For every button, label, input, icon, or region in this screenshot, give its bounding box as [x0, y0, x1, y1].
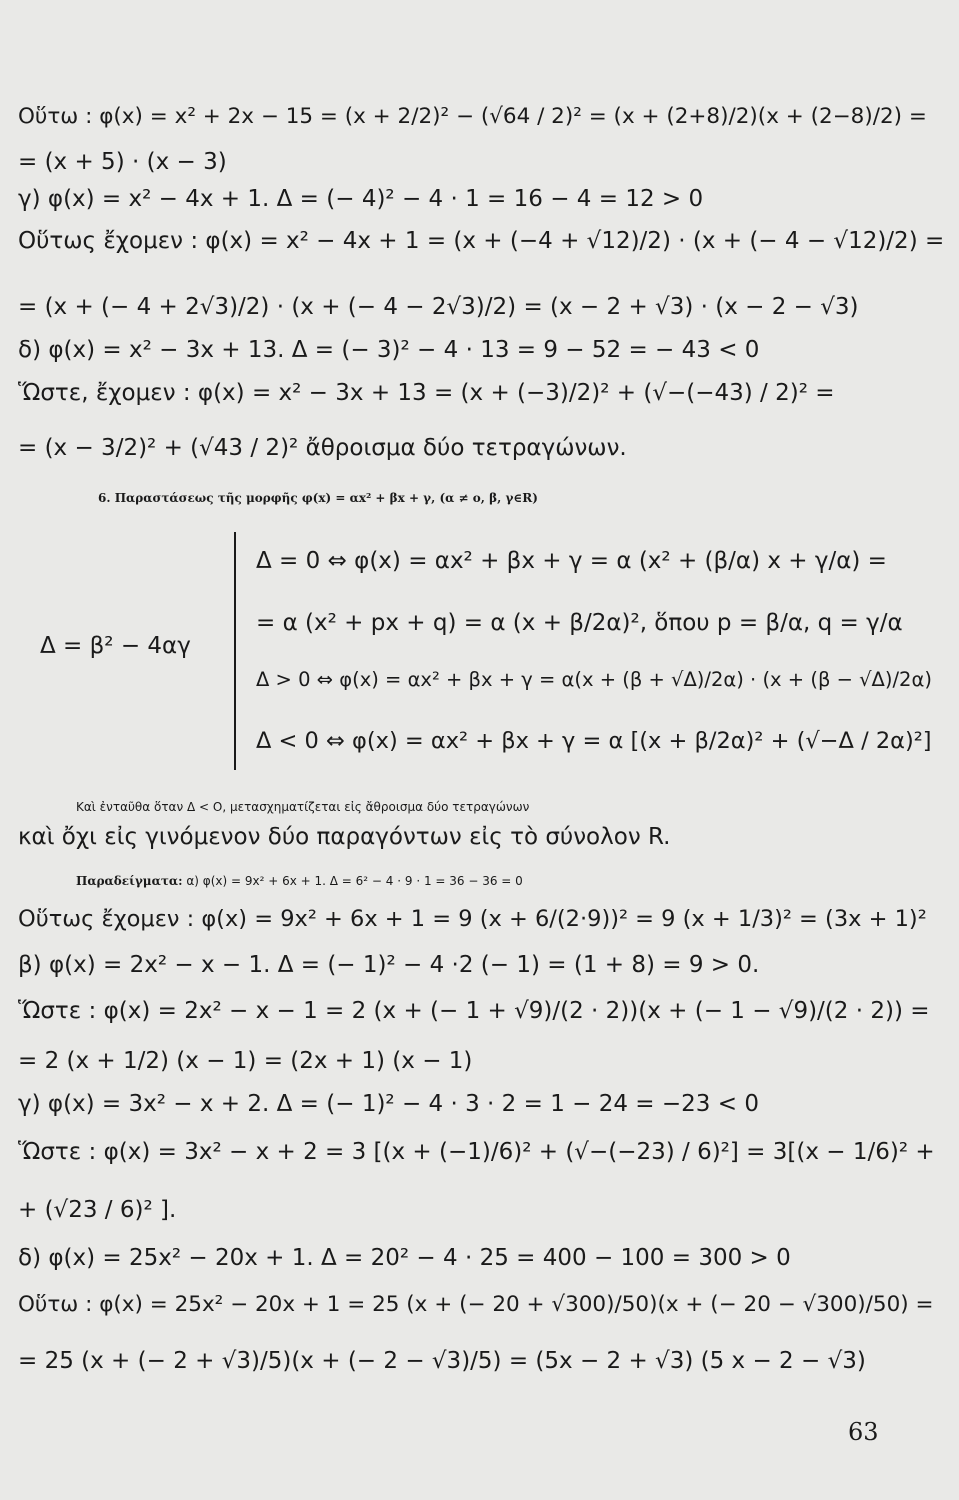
example-beta-result: = 2 (x + 1/2) (x − 1) = (2x + 1) (x − 1): [18, 1048, 473, 1074]
example-gamma2: γ) φ(x) = 3x² − x + 2. Δ = (− 1)² − 4 · 3 · 2 = 1 − 24 = −23 < 0: [18, 1091, 759, 1117]
line-example-delta-sum: Ὥστε, ἔχομεν : φ(x) = x² − 3x + 13 = (x + (−3)/2)² + (√−(−43) / 2)² =: [18, 380, 835, 406]
example-gamma2-sum: Ὥστε : φ(x) = 3x² − x + 2 = 3 [(x + (−1)/6)² + (√−(−23) / 6)²] = 3[(x − 1/6)² +: [18, 1139, 935, 1165]
examples-label: Παραδείγματα:: [76, 874, 183, 888]
case-divider: [234, 532, 236, 770]
remark-line-1: Καὶ ἐνταῦθα ὅταν Δ < O, μετασχηματίζεται εἰς ἄθροισμα δύο τετραγώνων: [76, 800, 530, 814]
line-example-gamma: γ) φ(x) = x² − 4x + 1. Δ = (− 4)² − 4 · 1 = 16 − 4 = 12 > 0: [18, 186, 704, 212]
line-example-gamma-result: = (x + (− 4 + 2√3)/2) · (x + (− 4 − 2√3)/2) = (x − 2 + √3) · (x − 2 − √3): [18, 294, 859, 320]
remark-line-2: καὶ ὄχι εἰς γινόμενον δύο παραγόντων εἰς τὸ σύνολον R.: [18, 824, 671, 850]
line-example-delta-result: = (x − 3/2)² + (√43 / 2)² ἄθροισμα δύο τετραγώνων.: [18, 435, 627, 461]
example-delta2-result: = 25 (x + (− 2 + √3)/5)(x + (− 2 − √3)/5) = (5x − 2 + √3) (5 x − 2 − √3): [18, 1348, 866, 1374]
section-heading-6: 6. Παραστάσεως τῆς μορφῆς φ(x) = αx² + βx + γ, (α ≠ o, β, γ∈R): [98, 491, 538, 505]
example-delta2-factor: Οὕτω : φ(x) = 25x² − 20x + 1 = 25 (x + (− 20 + √300)/50)(x + (− 20 − √300)/50) =: [18, 1292, 934, 1317]
line-factorization-a: Οὕτω : φ(x) = x² + 2x − 15 = (x + 2/2)² − (√64 / 2)² = (x + (2+8)/2)(x + (2−8)/2) =: [18, 104, 927, 129]
page-number: 63: [848, 1418, 879, 1446]
case-delta-zero: Δ = 0 ⇔ φ(x) = αx² + βx + γ = α (x² + (β/α) x + γ/α) =: [256, 548, 887, 574]
example-beta: β) φ(x) = 2x² − x − 1. Δ = (− 1)² − 4 ·2 (− 1) = (1 + 8) = 9 > 0.: [18, 952, 760, 978]
example-alpha-result: Οὕτως ἔχομεν : φ(x) = 9x² + 6x + 1 = 9 (x + 6/(2·9))² = 9 (x + 1/3)² = (3x + 1)²: [18, 906, 927, 932]
case-delta-zero-form: = α (x² + px + q) = α (x + β/2α)², ὅπου p = β/α, q = γ/α: [256, 610, 903, 636]
examples-line: [76, 866, 959, 896]
example-gamma2-sum-cont: + (√23 / 6)² ].: [18, 1197, 177, 1223]
line-example-delta: δ) φ(x) = x² − 3x + 13. Δ = (− 3)² − 4 · 13 = 9 − 52 = − 43 < 0: [18, 337, 760, 363]
line-factorization-a-result: = (x + 5) · (x − 3): [18, 149, 227, 175]
example-beta-factor: Ὥστε : φ(x) = 2x² − x − 1 = 2 (x + (− 1 + √9)/(2 · 2))(x + (− 1 − √9)/(2 · 2)) =: [18, 998, 930, 1024]
example-alpha: α) φ(x) = 9x² + 6x + 1. Δ = 6² − 4 · 9 · 1 = 36 − 36 = 0: [182, 874, 523, 888]
case-delta-negative: Δ < 0 ⇔ φ(x) = αx² + βx + γ = α [(x + β/2α)² + (√−Δ / 2α)²]: [256, 728, 932, 754]
discriminant-definition: Δ = β² − 4αγ: [40, 633, 191, 659]
case-delta-positive: Δ > 0 ⇔ φ(x) = αx² + βx + γ = α(x + (β + √Δ)/2α) · (x + (β − √Δ)/2α): [256, 668, 932, 691]
line-example-gamma-factor: Οὕτως ἔχομεν : φ(x) = x² − 4x + 1 = (x + (−4 + √12)/2) · (x + (− 4 − √12)/2) =: [18, 228, 945, 254]
example-delta2: δ) φ(x) = 25x² − 20x + 1. Δ = 20² − 4 · 25 = 400 − 100 = 300 > 0: [18, 1245, 791, 1271]
